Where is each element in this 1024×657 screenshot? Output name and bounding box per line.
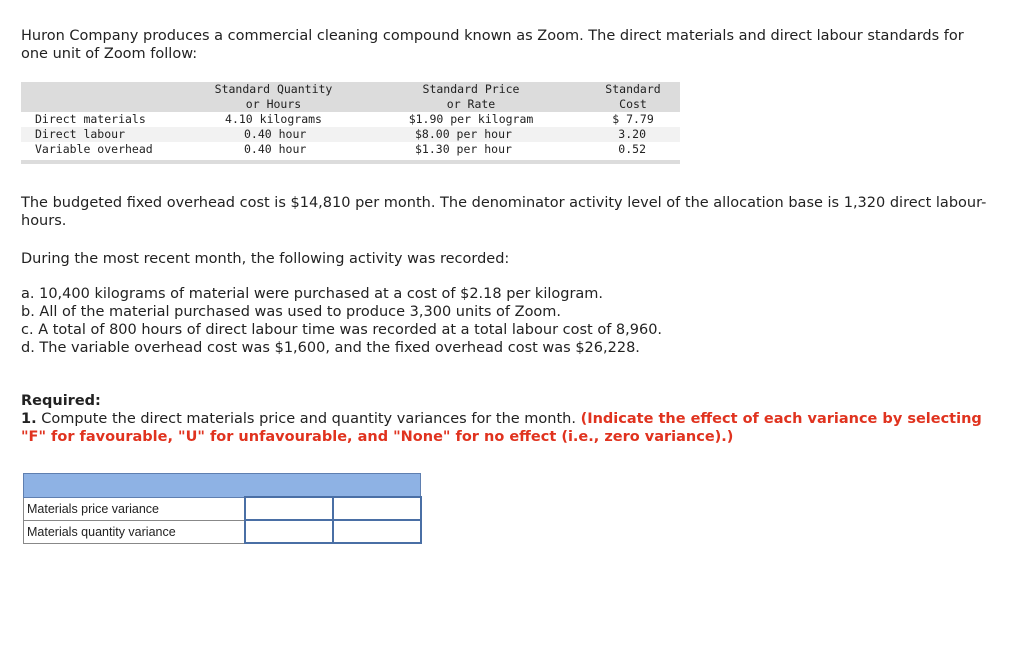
header-standard-cost: Standard Cost (586, 82, 680, 112)
answer-table-container (23, 473, 422, 544)
question-text: Compute the direct materials price and quantity variances for the month. (36, 411, 581, 427)
header-standard-quantity: Standard Quantity or Hours (191, 82, 356, 112)
row-price: $8.00 per hour (356, 127, 586, 142)
standards-header-blank (21, 82, 191, 112)
materials-price-variance-amount-cell (245, 497, 333, 520)
instruction-note: (Indicate the effect of each variance by selecting "F" for favourable, "U" for unfavourable, and "None" for no effect (i.e., zero variance).) (21, 411, 982, 445)
required-section (21, 392, 991, 446)
row-cost: 3.20 (586, 127, 680, 142)
list-item: c. A total of 800 hours of direct labour time was recorded at a total labour cost of 8,960. (21, 322, 663, 338)
budget-paragraph: The budgeted fixed overhead cost is $14,810 per month. The denominator activity level of the allocation base is 1,320 direct labour-hours. (21, 195, 987, 229)
materials-price-variance-effect-cell (333, 497, 421, 520)
row-price: $1.90 per kilogram (356, 112, 586, 127)
materials-quantity-variance-effect-input[interactable] (334, 521, 420, 542)
required-question (21, 410, 991, 446)
materials-price-variance-amount-input[interactable] (246, 498, 332, 519)
materials-quantity-variance-amount-cell (245, 520, 333, 543)
row-quantity: 0.40 hour (191, 142, 356, 157)
materials-price-variance-effect-input[interactable] (334, 498, 420, 519)
standards-table-container (21, 82, 680, 164)
answer-table (23, 473, 422, 544)
table-row (24, 520, 421, 543)
materials-price-variance-label: Materials price variance (24, 497, 245, 520)
activity-intro: During the most recent month, the following activity was recorded: (21, 251, 510, 267)
table-row (21, 112, 680, 127)
activity-list (21, 285, 991, 357)
row-label: Direct materials (21, 112, 191, 127)
row-price: $1.30 per hour (356, 142, 586, 157)
row-cost: 0.52 (586, 142, 680, 157)
row-quantity: 0.40 hour (191, 127, 356, 142)
question-number: 1. (21, 411, 37, 427)
row-quantity: 4.10 kilograms (191, 112, 356, 127)
table-bottom-rule (21, 160, 680, 164)
list-item: a. 10,400 kilograms of material were purchased at a cost of $2.18 per kilogram. (21, 286, 604, 302)
answer-header (24, 474, 421, 498)
row-label: Direct labour (21, 127, 191, 142)
materials-quantity-variance-label: Materials quantity variance (24, 520, 245, 543)
row-label: Variable overhead (21, 142, 191, 157)
required-heading: Required: (21, 393, 101, 409)
table-row (21, 127, 680, 142)
list-item: b. All of the material purchased was used to produce 3,300 units of Zoom. (21, 304, 562, 320)
table-row (24, 497, 421, 520)
row-cost: $ 7.79 (586, 112, 680, 127)
list-item: d. The variable overhead cost was $1,600, and the fixed overhead cost was $26,228. (21, 340, 640, 356)
header-standard-price: Standard Price or Rate (356, 82, 586, 112)
materials-quantity-variance-amount-input[interactable] (246, 521, 332, 542)
materials-quantity-variance-effect-cell (333, 520, 421, 543)
standards-table (21, 82, 680, 157)
table-row (21, 142, 680, 157)
answer-header-row (24, 474, 421, 498)
intro-paragraph: Huron Company produces a commercial cleaning compound known as Zoom. The direct materials and direct labour standards for one unit of Zoom follow: (21, 28, 964, 62)
